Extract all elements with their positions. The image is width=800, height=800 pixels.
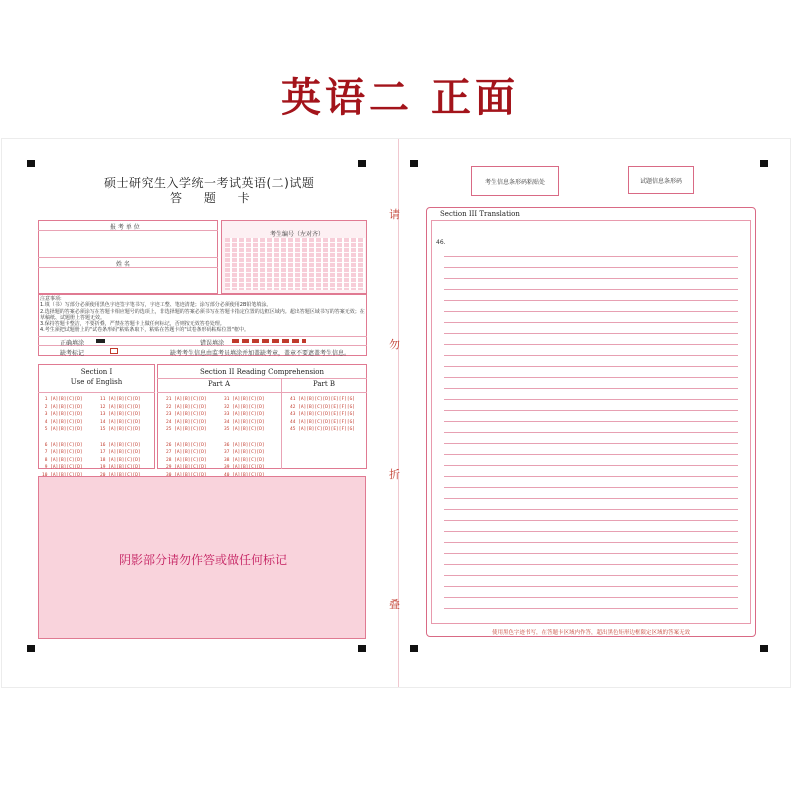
registration-mark: [358, 645, 366, 652]
shaded-warning: 阴影部分请勿作答或做任何标记: [118, 553, 287, 567]
name-label: 姓 名: [116, 261, 130, 268]
id-label: 考生编号（左对齐）: [270, 231, 325, 238]
absent-checkbox[interactable]: [110, 348, 118, 354]
id-bubble-grid[interactable]: [225, 238, 365, 290]
registration-mark: [358, 160, 366, 167]
registration-mark: [27, 645, 35, 652]
bubble-column[interactable]: 31 [A][B][C][D] 32 [A][B][C][D] 33 [A][B][C][D] 34 [A][B][C][D] 35 [A][B][C][D] 36 [A][B][C][D] 37 [A][B][C][D] 38 [A][B][C][D] 39 [A][B][C][D]: [224, 397, 265, 471]
fold-warning-char: 叠: [389, 598, 400, 611]
notes: 注意事项: 1.填（书）写部分必须使用黑色字迹签字笔书写，字迹工整、笔迹清楚；涂写部分必须使用2B铅笔填涂。 2.选择题的答案必须涂写在答题卡相应题号的选项上，非选择题的答案必须书写在答题卡指定位置的边框区域内。超出答题区域书写的答案无效；在草稿纸、试题册上答题无效。 3.保持答题卡整洁，不要折叠，严禁在答题卡上做任何标记，否则按无效答卷处理。 4.考生须把试题册上的"试卷条形码"粘贴条取下，粘贴在答题卡的"试卷条形码粘贴位置"框中。: [40, 296, 365, 334]
fold-warning-char: 勿: [389, 338, 400, 351]
absent-label: 缺考标记: [60, 350, 85, 357]
barcode-sticker-box: 考生信息条形码粘贴处: [471, 166, 559, 196]
section2-title: Section II Reading Comprehension: [199, 368, 325, 376]
registration-mark: [410, 160, 418, 167]
unit-label: 报 考 单 位: [110, 224, 140, 231]
bubble-column[interactable]: 41 [A][B][C][D][E][F][G] 42 [A][B][C][D][E][F][G] 43 [A][B][C][D][E][F][G] 44 [A][B][C][D][E][F][G] 45 [A][B][C][D][E][F][G]: [290, 397, 356, 433]
registration-mark: [760, 160, 768, 167]
part-b-label: Part B: [312, 380, 336, 388]
section1-title: Section I: [80, 368, 113, 376]
registration-mark: [760, 645, 768, 652]
banner-title: 英语二 正面: [281, 74, 519, 121]
shaded-area: [38, 476, 366, 639]
fold-warning-char: 折: [389, 468, 400, 481]
bubble-column[interactable]: 11 [A][B][C][D] 12 [A][B][C][D] 13 [A][B][C][D] 14 [A][B][C][D] 15 [A][B][C][D] 16 [A][B][C][D] 17 [A][B][C][D] 18 [A][B][C][D] 19 [A][B][C][D]: [100, 397, 141, 471]
sheet-subtitle: 答 题 卡: [170, 191, 259, 205]
part-a-label: Part A: [207, 380, 230, 388]
registration-mark: [27, 160, 35, 167]
registration-mark: [410, 645, 418, 652]
bubble-column[interactable]: 1 [A][B][C][D] 2 [A][B][C][D] 3 [A][B][C][D] 4 [A][B][C][D] 5 [A][B][C][D] 6 [A][B][C][D] 7 [A][B][C][D] 8 [A][B][C][D] 9 [A][B][C][D]: [44, 397, 83, 471]
correct-fill-label: 正确填涂: [60, 340, 85, 347]
absent-note: 缺考考生信息由监考员填涂并加盖缺考章，盖章不要遮盖考生信息。: [170, 350, 351, 357]
bubble-column[interactable]: 21 [A][B][C][D] 22 [A][B][C][D] 23 [A][B][C][D] 24 [A][B][C][D] 25 [A][B][C][D] 26 [A][B][C][D] 27 [A][B][C][D] 28 [A][B][C][D] 29 [A][B][C][D]: [166, 397, 207, 471]
correct-fill-sample: [96, 339, 105, 343]
answer-footer-note: 使用黑色字迹书写，在答题卡区域内作答，超出黑色矩形边框限定区域的答案无效: [491, 630, 690, 636]
ruled-writing-lines[interactable]: [444, 246, 738, 618]
exam-title: 硕士研究生入学统一考试英语(二)试题: [104, 176, 315, 190]
question-barcode-box: 试题信息条形码: [628, 166, 694, 194]
fold-warning-char: 请: [389, 208, 400, 221]
wrong-fill-label: 错误填涂: [200, 340, 225, 347]
section3-title: Section III Translation: [440, 210, 520, 218]
section1-subtitle: Use of English: [70, 378, 123, 386]
question-number: 46.: [436, 239, 446, 246]
wrong-fill-samples: [232, 339, 306, 343]
